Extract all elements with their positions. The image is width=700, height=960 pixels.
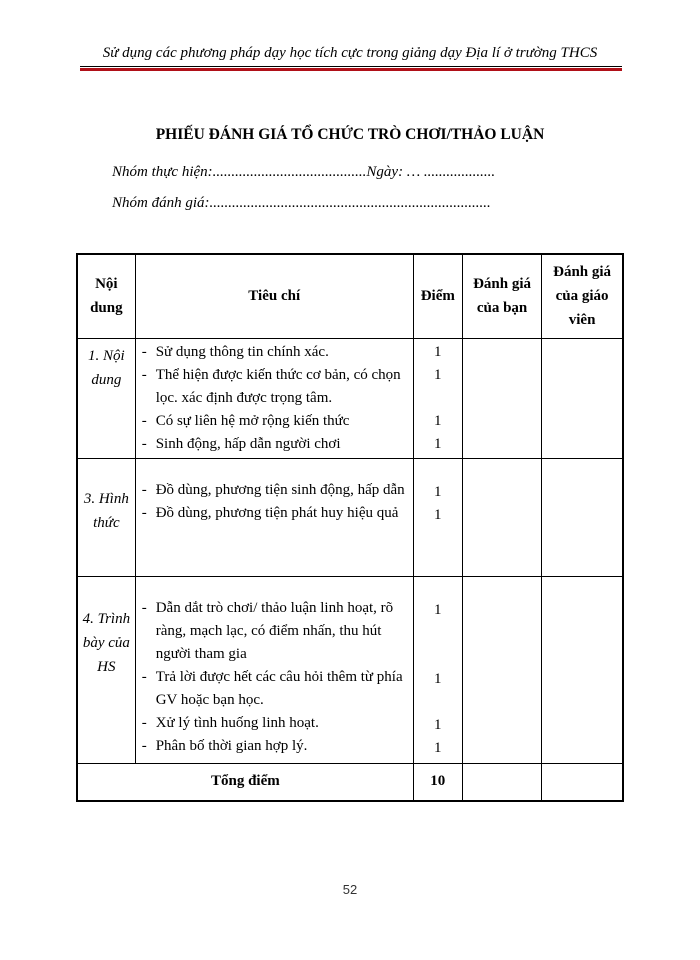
criterion-item: - Dẫn dắt trò chơi/ thảo luận linh hoạt, rõ ràng, mạch lạc, có điểm nhấn, thu hút người tham gia [141,599,394,662]
peer-total-cell[interactable] [462,763,541,801]
header-content: Nội dung [77,254,135,338]
running-header: Sử dụng các phương pháp dạy học tích cực trong giảng dạy Địa lí ở trường THCS [102,45,598,61]
section-label: 1. Nội dung [77,338,135,458]
table-row [77,338,623,458]
peer-eval-cell[interactable] [462,458,541,576]
header-criteria: Tiêu chí [135,254,413,338]
table-row [77,458,623,576]
section-label: 4. Trình bày của HS [77,576,135,763]
header-rule-thin [80,66,622,67]
document-title: PHIẾU ĐÁNH GIÁ TỔ CHỨC TRÒ CHƠI/THẢO LUẬN [155,126,545,143]
teacher-eval-cell[interactable] [542,458,623,576]
score-cell: 1 1 1 1 [413,576,462,763]
criteria-list [135,338,413,458]
header-score: Điểm [413,254,462,338]
total-label: Tổng điểm [77,763,413,801]
criterion-item: - Đồ dùng, phương tiện phát huy hiệu quả [141,504,399,521]
group-line: Nhóm thực hiện:.........................................Ngày: … ................... [112,164,496,180]
score-cell: 1 1 [413,458,462,576]
evaluation-table [76,253,624,802]
peer-eval-cell[interactable] [462,576,541,763]
header-rule-thick [80,68,622,71]
evaluator-line: Nhóm đánh giá:........................................................................... [112,195,491,211]
header-teacher: Đánh giá của giáo viên [542,254,623,338]
peer-eval-cell[interactable] [462,338,541,458]
criterion-item: - Sử dụng thông tin chính xác. [141,343,329,360]
teacher-total-cell[interactable] [542,763,623,801]
criterion-item: - Sinh động, hấp dẫn người chơi [141,435,341,452]
total-score: 10 [413,763,462,801]
criteria-list [135,576,413,763]
header-peer: Đánh giá của bạn [462,254,541,338]
criterion-item: - Đồ dùng, phương tiện sinh động, hấp dẫn [141,481,405,498]
criterion-item: - Xử lý tình huống linh hoạt. [141,714,319,731]
teacher-eval-cell[interactable] [542,576,623,763]
criterion-item: - Phân bố thời gian hợp lý. [141,737,308,754]
section-label: 3. Hình thức [77,458,135,576]
criterion-item: - Trả lời được hết các câu hỏi thêm từ phía GV hoặc bạn học. [141,668,403,708]
criterion-item: - Có sự liên hệ mở rộng kiến thức [141,412,350,429]
page-number: 52 [342,882,358,897]
teacher-eval-cell[interactable] [542,338,623,458]
score-cell: 1 1 1 1 [413,338,462,458]
criterion-item: - Thể hiện được kiến thức cơ bản, có chọn lọc. xác định được trọng tâm. [141,366,401,406]
total-row [77,763,623,801]
table-header-row [77,254,623,338]
table-row [77,576,623,763]
criteria-list [135,458,413,576]
